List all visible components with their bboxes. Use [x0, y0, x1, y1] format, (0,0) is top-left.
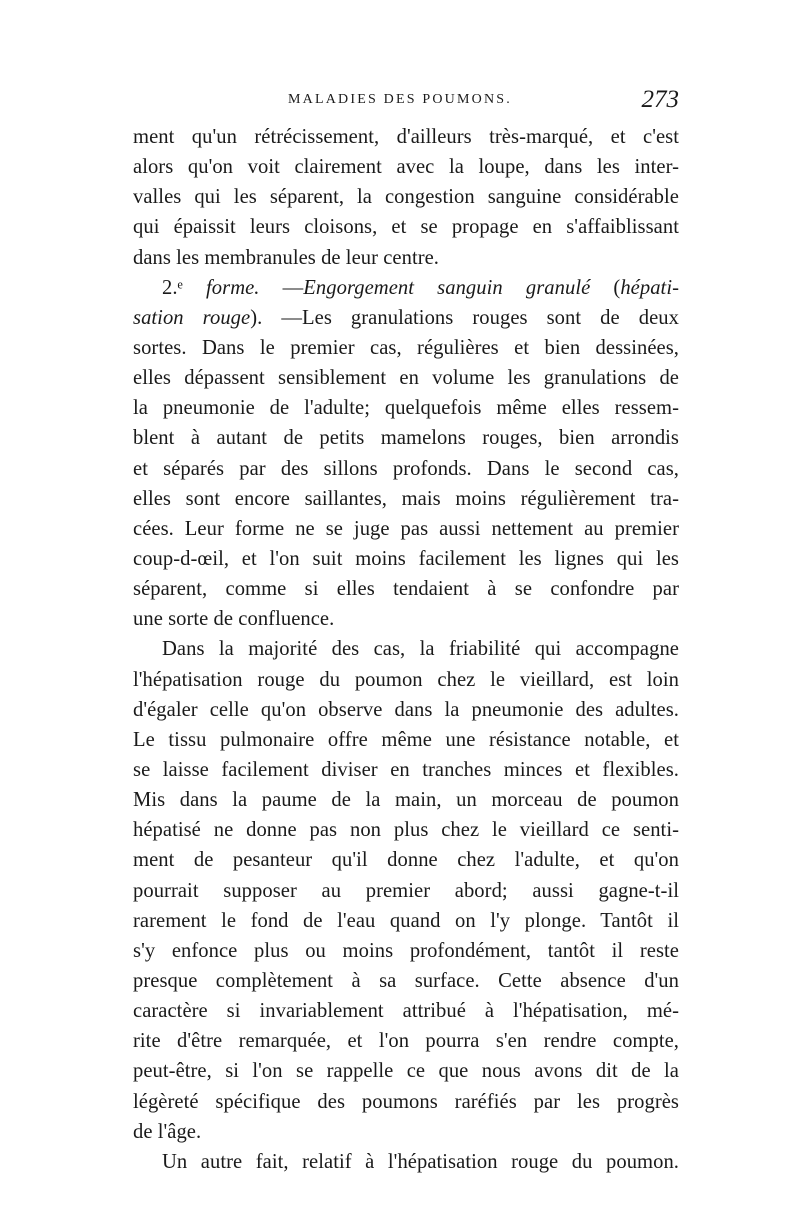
- section-hepati: hépati-: [620, 276, 680, 299]
- section-forme: forme.: [206, 276, 260, 299]
- text-line: presque complètement à sa surface. Cette absence d'un: [133, 969, 679, 992]
- text-line: séparent, comme si elles tendaient à se confondre par: [133, 578, 679, 601]
- text-line: se laisse facilement diviser en tranches minces et flexibles.: [133, 758, 679, 781]
- section-dash: —: [259, 276, 304, 299]
- page-header: [133, 86, 679, 120]
- text-line: ment qu'un rétrécissement, d'ailleurs très-marqué, et c'est: [133, 126, 679, 148]
- text-line: elles sont encore saillantes, mais moins régulièrement tra-: [133, 487, 679, 510]
- text-line: de l'âge.: [133, 1120, 202, 1143]
- text-line: rarement le fond de l'eau quand on l'y plonge. Tantôt il: [133, 909, 679, 932]
- text-line: légèreté spécifique des poumons raréfiés par les progrès: [133, 1090, 679, 1113]
- text-line: s'y enfonce plus ou moins profondément, tantôt il reste: [133, 939, 679, 962]
- text-line: caractère si invariablement attribué à l'hépatisation, mé-: [133, 1000, 679, 1023]
- text-line: une sorte de confluence.: [133, 608, 335, 631]
- text-line: hépatisé ne donne pas non plus chez le vieillard ce senti-: [133, 819, 679, 842]
- page-number: 273: [641, 86, 679, 113]
- section-title: Engorgement sanguin granulé: [303, 276, 591, 299]
- text-line: Dans la majorité des cas, la friabilité qui accompagne: [162, 638, 679, 661]
- text-line: blent à autant de petits mamelons rouges, bien arrondis: [133, 427, 679, 450]
- text-line: cées. Leur forme ne se juge pas aussi nettement au premier: [133, 517, 679, 540]
- text-line: rite d'être remarquée, et l'on pourra s'en rendre compte,: [133, 1030, 679, 1053]
- text-line: peut-être, si l'on se rappelle ce que nous avons dit de la: [133, 1060, 679, 1083]
- section-number: 2.ᵉ: [162, 276, 183, 299]
- text-line: ment de pesanteur qu'il donne chez l'adulte, et qu'on: [133, 849, 679, 872]
- body-text: [133, 122, 679, 1177]
- section-heading-line: [133, 273, 679, 303]
- text-line: d'égaler celle qu'on observe dans la pneumonie des adultes.: [133, 698, 679, 721]
- text-line: coup-d-œil, et l'on suit moins facilement les lignes qui les: [133, 547, 679, 570]
- running-head: MALADIES DES POUMONS.: [288, 92, 512, 107]
- section-paren: (: [590, 276, 621, 299]
- text-line: l'hépatisation rouge du poumon chez le vieillard, est loin: [133, 668, 679, 691]
- text-line: la pneumonie de l'adulte; quelquefois même elles ressem-: [133, 397, 679, 420]
- text-line: sortes. Dans le premier cas, régulières et bien dessinées,: [133, 336, 679, 359]
- text-line: dans les membranules de leur centre.: [133, 246, 440, 269]
- section-line2-rest: ). —Les granulations rouges sont de deux: [250, 306, 679, 329]
- text-line: qui épaissit leurs cloisons, et se propage en s'affaiblissant: [133, 216, 679, 239]
- text-line: [133, 303, 679, 333]
- text-line: valles qui les séparent, la congestion sanguine considérable: [133, 186, 679, 209]
- text-line: alors qu'on voit clairement avec la loupe, dans les inter-: [133, 156, 679, 179]
- text-line: elles dépassent sensiblement en volume les granulations de: [133, 367, 679, 390]
- text-line: Un autre fait, relatif à l'hépatisation rouge du poumon.: [162, 1150, 679, 1173]
- text-line: Mis dans la paume de la main, un morceau de poumon: [133, 789, 679, 812]
- text-line: pourrait supposer au premier abord; aussi gagne-t-il: [133, 879, 679, 902]
- text-line: Le tissu pulmonaire offre même une résistance notable, et: [133, 728, 679, 751]
- section-sation-rouge: sation rouge: [133, 306, 251, 329]
- text-line: et séparés par des sillons profonds. Dans le second cas,: [133, 457, 679, 480]
